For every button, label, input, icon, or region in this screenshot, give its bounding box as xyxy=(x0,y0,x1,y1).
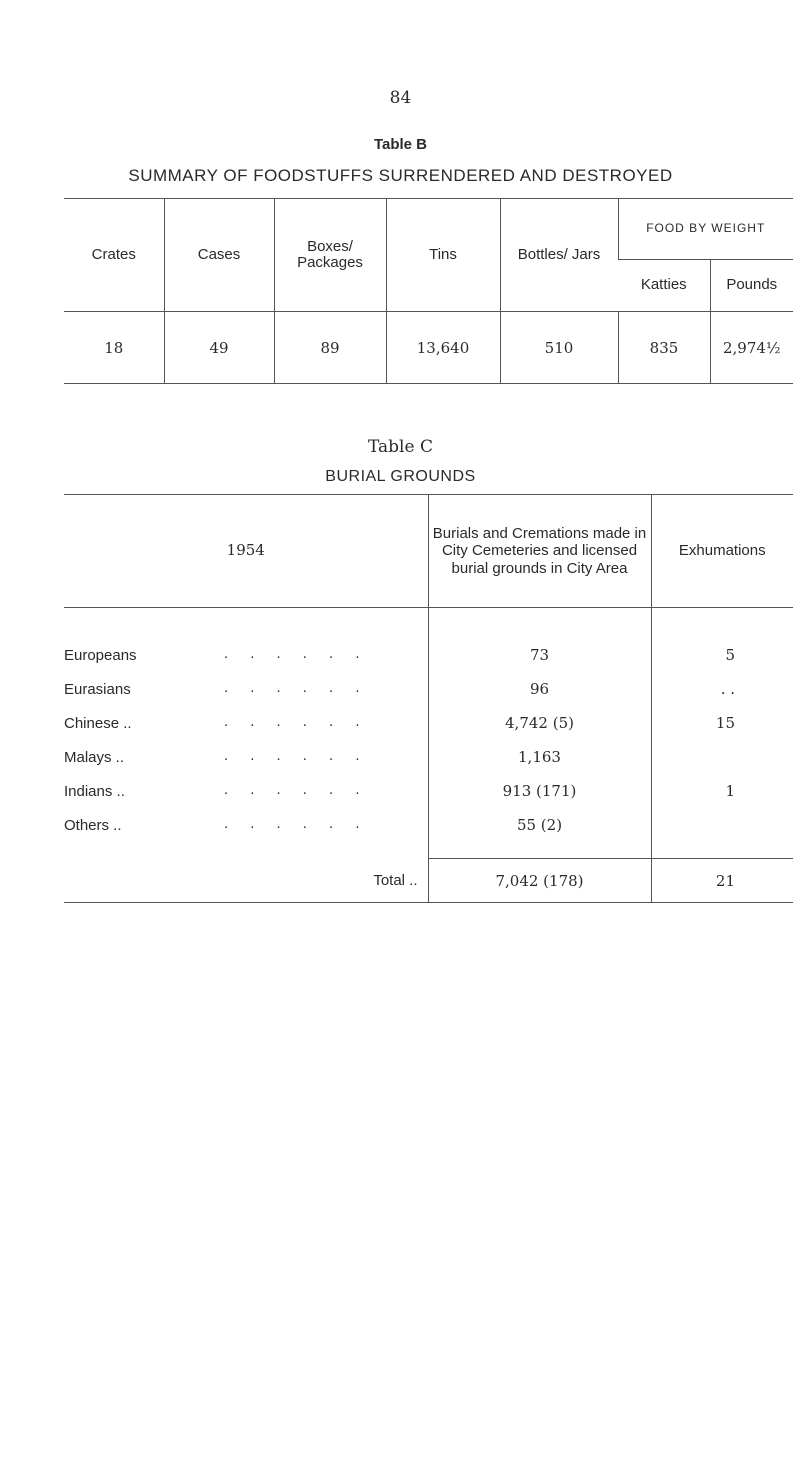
table-b xyxy=(64,198,793,384)
total-label: Total .. xyxy=(64,859,428,903)
row-burials: 913 (171) xyxy=(428,774,651,808)
value-bottles: 510 xyxy=(500,312,618,384)
header-tins: Tins xyxy=(386,199,500,312)
table-c xyxy=(64,494,793,903)
row-burials: 96 xyxy=(428,672,651,706)
row-label: Others .. xyxy=(64,816,122,834)
total-exhumations: 21 xyxy=(651,859,793,903)
header-boxes-packages: Boxes/ Packages xyxy=(274,199,386,312)
table-b-row xyxy=(64,312,793,384)
row-exhumations: . . xyxy=(651,672,793,706)
row-exhumations: 15 xyxy=(651,706,793,740)
row-dots: . . . . . . xyxy=(224,816,369,832)
header-bottles-jars: Bottles/ Jars xyxy=(500,199,618,312)
row-dots: . . . . . . xyxy=(224,646,369,662)
header-exhumations: Exhumations xyxy=(651,495,793,608)
total-row xyxy=(64,859,793,903)
row-dots: . . . . . . xyxy=(224,680,369,696)
value-tins: 13,640 xyxy=(386,312,500,384)
row-label: Eurasians xyxy=(64,680,131,698)
value-crates: 18 xyxy=(64,312,164,384)
header-crates: Crates xyxy=(91,245,136,263)
value-pounds: 2,974½ xyxy=(710,312,793,384)
row-dots: . . . . . . xyxy=(224,714,369,730)
row-burials: 55 (2) xyxy=(428,808,651,842)
table-row xyxy=(64,608,793,673)
page-number: 84 xyxy=(389,88,412,108)
row-exhumations: 1 xyxy=(651,774,793,808)
table-row xyxy=(64,774,793,808)
header-katties: Katties xyxy=(618,260,710,312)
row-dots: . . . . . . xyxy=(224,782,369,798)
row-exhumations: 5 xyxy=(651,608,793,673)
row-exhumations xyxy=(651,740,793,774)
table-row xyxy=(64,706,793,740)
row-burials: 1,163 xyxy=(428,740,651,774)
total-burials: 7,042 (178) xyxy=(428,859,651,903)
header-pounds: Pounds xyxy=(710,260,793,312)
row-dots: . . . . . . xyxy=(224,748,369,764)
value-katties: 835 xyxy=(618,312,710,384)
table-b-title: Table B xyxy=(373,136,428,153)
header-year: 1954 xyxy=(64,495,428,608)
table-row xyxy=(64,808,793,842)
row-label: Chinese .. xyxy=(64,714,132,732)
row-exhumations xyxy=(651,808,793,842)
row-label: Indians .. xyxy=(64,782,125,800)
row-label: Europeans xyxy=(64,646,137,664)
row-label: Malays .. xyxy=(64,748,125,766)
table-row xyxy=(64,740,793,774)
header-food-by-weight: FOOD BY WEIGHT xyxy=(618,199,793,260)
value-boxes: 89 xyxy=(274,312,386,384)
table-c-subtitle: BURIAL GROUNDS xyxy=(325,468,476,485)
table-c-title: Table C xyxy=(368,437,433,457)
table-b-subtitle: SUMMARY OF FOODSTUFFS SURRENDERED AND DESTROYED xyxy=(128,166,673,185)
row-burials: 4,742 (5) xyxy=(428,706,651,740)
value-cases: 49 xyxy=(164,312,274,384)
table-row xyxy=(64,672,793,706)
header-burials: Burials and Cremations made in City Cemeteries and licensed burial grounds in City Area xyxy=(428,495,651,608)
row-burials: 73 xyxy=(428,608,651,673)
header-cases: Cases xyxy=(164,199,274,312)
